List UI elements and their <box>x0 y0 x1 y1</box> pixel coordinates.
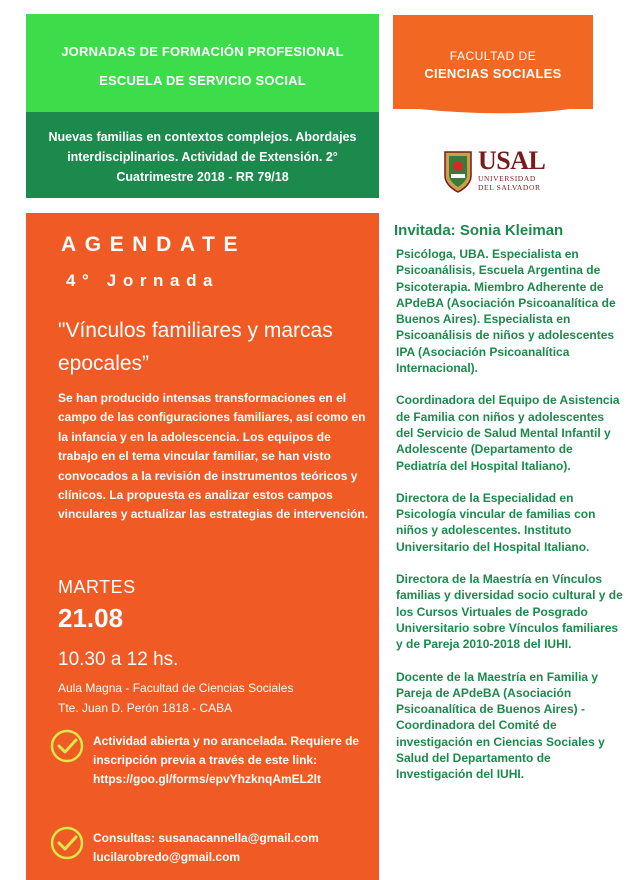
event-place-2: Tte. Juan D. Perón 1818 - CABA <box>58 701 233 715</box>
guest-bio <box>394 222 624 799</box>
header-line-2: ESCUELA DE SERVICIO SOCIAL <box>99 73 306 88</box>
contact-line-2: lucilarobredo@gmail.com <box>93 850 241 864</box>
faculty-line-1: FACULTAD DE <box>449 49 537 63</box>
event-time: 10.30 a 12 hs. <box>58 649 179 670</box>
event-day: MARTES <box>58 577 136 597</box>
check-circle-icon <box>50 729 84 763</box>
usal-logo <box>478 148 545 192</box>
check-circle-icon <box>50 826 84 860</box>
contact-info <box>93 829 378 867</box>
header-subtitle: Nuevas familias en contextos complejos. Abordajes interdisciplinarios. Actividad de Extensión. 2° Cuatrimestre 2018 - RR 79/18 <box>26 112 379 198</box>
guest-paragraph: Directora de la Especialidad en Psicología vincular de familias con niños y adolescentes. Instituto Universitario del Hospital Italiano. <box>396 490 596 554</box>
header-banner <box>26 14 379 112</box>
event-panel <box>26 213 379 880</box>
usal-line-1: UNIVERSIDAD <box>478 174 536 183</box>
faculty-line-2: CIENCIAS SOCIALES <box>424 66 562 81</box>
guest-paragraph: Docente de la Maestría en Familia y Pareja de APdeBA (Asociación Psicoanalítica de Buenos Aires) - Coordinadora del Comité de investigación en Ciencias Sociales y Salud del Departamento de Investigación del IUHI. <box>396 669 605 782</box>
event-title: "Vínculos familiares y marcas epocales” <box>58 319 333 375</box>
guest-paragraph: Directora de la Maestría en Vínculos familias y diversidad socio cultural y de los Cursos Virtuales de Posgrado Universitario sobre Vínculos familiares y de Pareja 2010-2018 del IUHI. <box>396 572 623 652</box>
event-date: 21.08 <box>58 603 124 633</box>
event-place-1: Aula Magna - Facultad de Ciencias Sociales <box>58 681 294 695</box>
usal-wordmark: USAL <box>478 146 546 175</box>
jornada-heading: 4° Jornada <box>66 271 220 290</box>
event-description: Se han producido intensas transformaciones en el campo de las configuraciones familiares, así como en la infancia y en la adolescencia. Los equipos de trabajo en el tema vincular familiar, se han visto convocados a la revisión de instrumentos teóricos y clínicos. La propuesta es analizar estos campos vinculares y actualizar las estrategias de intervención. <box>58 391 369 522</box>
activity-info: Actividad abierta y no arancelada. Requiere de inscripción previa a través de este link: https://goo.gl/forms/epvYhzknqAmEL2lt <box>93 734 360 786</box>
guest-paragraph: Coordinadora del Equipo de Asistencia de Familia con niños y adolescentes del Servicio de Salud Mental Infantil y Adolescente (Departamento de Pediatría del Hospital Italiano). <box>396 393 620 473</box>
contact-line-1: Consultas: susanacannella@gmail.com <box>93 831 319 845</box>
faculty-wave-decoration <box>393 92 593 116</box>
guest-heading: Invitada: Sonia Kleiman <box>394 222 564 239</box>
usal-line-2: DEL SALVADOR <box>478 183 541 192</box>
header-line-1: JORNADAS DE FORMACIÓN PROFESIONAL <box>61 44 344 59</box>
agendate-heading: AGENDATE <box>61 233 247 256</box>
guest-paragraph: Psicóloga, UBA. Especialista en Psicoanálisis, Escuela Argentina de Psicoterapia. Miembro Adherente de APdeBA (Asociación Psicoanalítica de Buenos Aires). Especialista en Psicoanálisis de niños y adolescentes IPA (Asociación Psicoanalítica Internacional). <box>396 247 616 376</box>
